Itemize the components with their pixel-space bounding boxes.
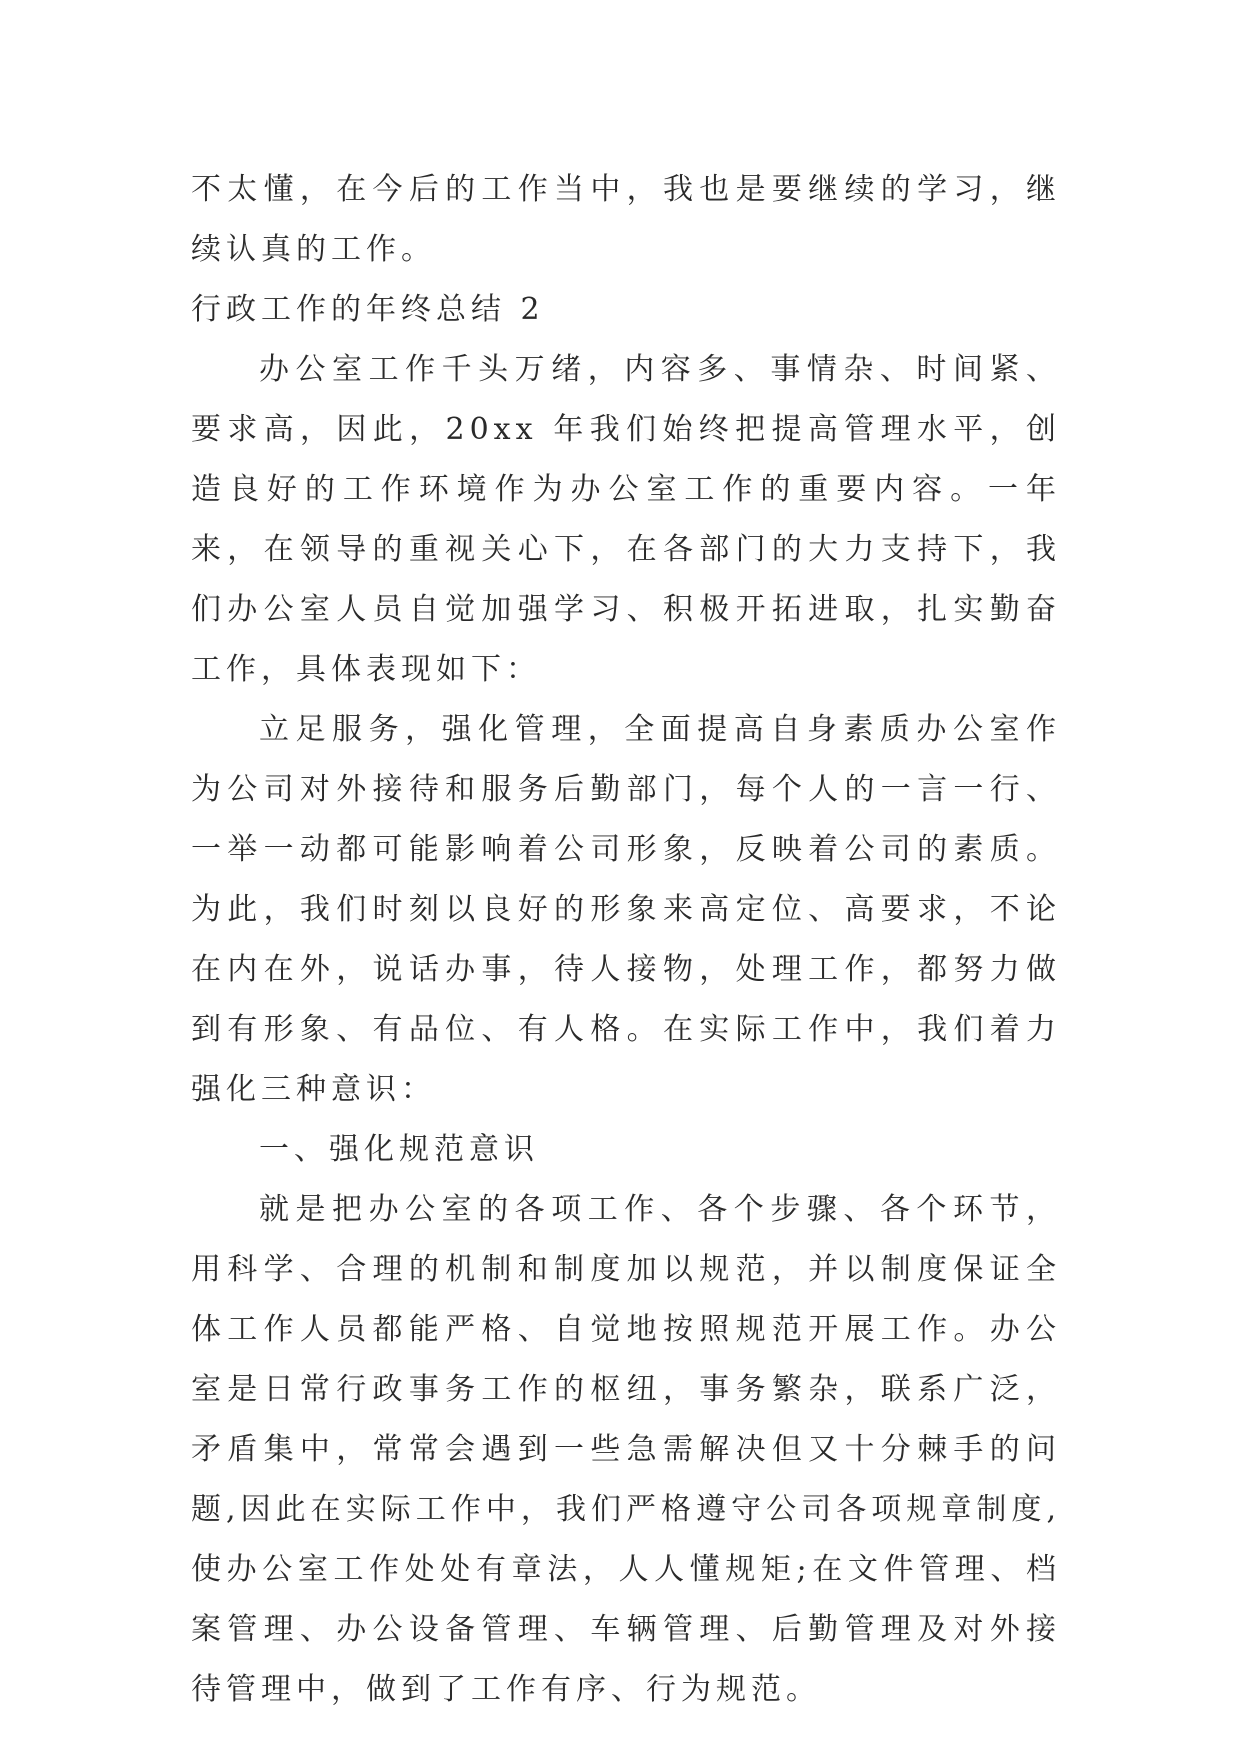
subheading-standard-awareness: 一、强化规范意识 xyxy=(259,1132,539,1167)
paragraph-standards: 就是把办公室的各项工作、各个步骤、各个环节，用科学、合理的机制和制度加以规范，并以制度保证全体工作人员都能严格、自觉地按照规范开展工作。办公室是日常行政事务工作的枢纽，事务繁杂，联系广泛，矛盾集中，常常会遇到一些急需解决但又十分棘手的问题,因此在实际工作中，我们严格遵守公司各项规章制度,使办公室工作处处有章法，人人懂规矩;在文件管理、档案管理、办公设备管理、车辆管理、后勤管理及对外接待管理中，做到了工作有序、行为规范。 xyxy=(191,1192,1061,1707)
paragraph-intro: 办公室工作千头万绪，内容多、事情杂、时间紧、要求高，因此，20xx 年我们始终把提高管理水平，创造良好的工作环境作为办公室工作的重要内容。一年来，在领导的重视关心下，在各部门的大力支持下，我们办公室人员自觉加强学习、积极开拓进取，扎实勤奋工作，具体表现如下： xyxy=(191,352,1061,687)
paragraph-service: 立足服务，强化管理，全面提高自身素质办公室作为公司对外接待和服务后勤部门，每个人的一言一行、一举一动都可能影响着公司形象，反映着公司的素质。为此，我们时刻以良好的形象来高定位、高要求，不论在内在外，说话办事，待人接物，处理工作，都努力做到有形象、有品位、有人格。在实际工作中，我们着力强化三种意识： xyxy=(191,712,1061,1107)
document-body xyxy=(191,160,1061,1720)
section-title: 行政工作的年终总结 2 xyxy=(191,292,545,327)
paragraph-continuation: 不太懂，在今后的工作当中，我也是要继续的学习，继续认真的工作。 xyxy=(191,172,1061,267)
